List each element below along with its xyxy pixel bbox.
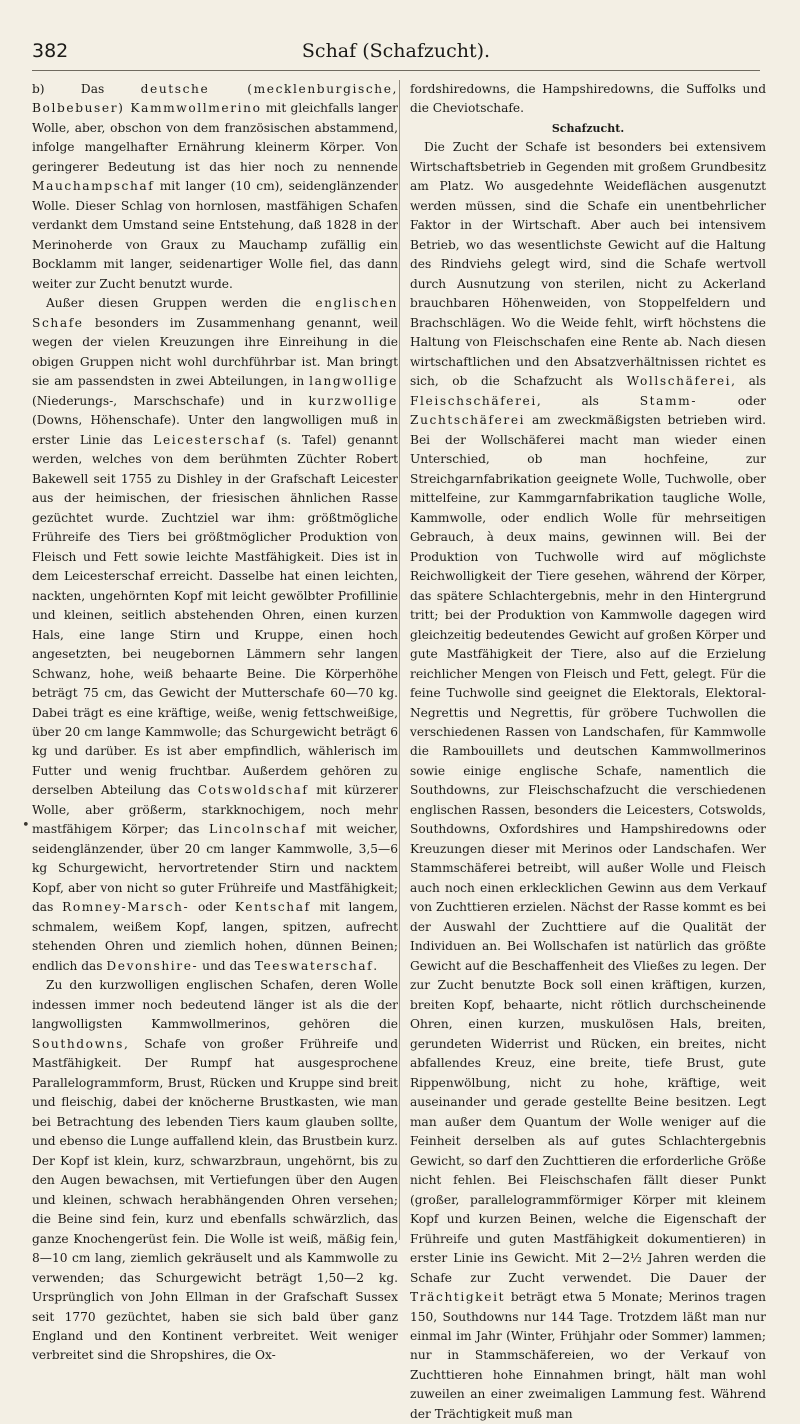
paragraph-mecklenburg-merino: b) Das deutsche (mecklenburgische, Bolbebuser) Kammwollmerino mit gleichfalls langer Wolle, aber, obschon von dem französischen abstammend, infolge mangelhafter Ernährung kleinerm Körper. Von geringerer Bedeutung ist das hier noch zu nennende Mauchampschaf mit langer (10 cm), seidenglänzender Wolle. Dieser Schlag von hornlosen, mastfähigen Schafen verdankt dem Umstand seine Entstehung, daß 1828 in der Merinoherde von Graux zu Mauchamp zufällig ein Bocklamm mit langer, seidenartiger Wolle fiel, das dann weiter zur Zucht benutzt wurde. bbox=[32, 82, 398, 291]
paragraph-continuation: fordshiredowns, die Hampshiredowns, die Suffolks und die Cheviotschafe. bbox=[410, 82, 766, 116]
running-title: Schaf (Schafzucht). bbox=[301, 40, 491, 62]
paragraph-southdowns: Zu den kurzwolligen englischen Schafen, deren Wolle indessen immer noch bedeutend länger ist als die der langwolligsten Kammwollmerinos, gehören die Southdowns, Schafe von großer Frühreife und Mastfähigkeit. Der Rumpf hat ausgesprochene Parallelogrammform, Brust, Rücken und Kruppe sind breit und fleischig, dabei der knöcherne Brustkasten, wie man bei Betrachtung des lebenden Tiers kaum glauben sollte, und ebenso die Lunge auffallend klein, das Brustbein kurz. Der Kopf ist klein, kurz, schwarzbraun, ungehörnt, bis zu den Augen bewachsen, mit Vertiefungen über den Augen und kleinen, schwach herabhängenden Ohren versehen; die Beine sind fein, kurz und ebenfalls schwärzlich, das ganze Knochengerüst fein. Die Wolle ist weiß, mäßig fein, 8—10 cm lang, ziemlich gekräuselt und als Kammwolle zu verwenden; das Schurgewicht beträgt 1,50—2 kg. Ursprünglich von John Ellman in der Grafschaft Sussex seit 1770 gezüchtet, haben sie sich bald über ganz England und den Kontinent verbreitet. Weit weniger verbreitet sind die Shropshires, die Ox- bbox=[32, 978, 398, 1363]
section-heading: Schafzucht. bbox=[551, 121, 625, 135]
page-header bbox=[32, 36, 760, 71]
paragraph-sheep-breeding: Die Zucht der Schafe ist besonders bei extensivem Wirtschaftsbetrieb in Gegenden mit großem Grundbesitz am Platz. Wo ausgedehnte Weideflächen ausgenutzt werden müssen, sind die Schafe ein unentbehrlicher Faktor in der Wirtschaft. Aber auch bei intensivem Betrieb, wo das wesentlichste Gewicht auf die Haltung des Rindviehs gelegt wird, sind die Schafe wertvoll durch Ausnutzung von sterilen, nicht zu Ackerland brauchbaren Höhenweiden, von Stoppelfeldern und Brachschlägen. Wo die Weide fehlt, wirft höchstens die Haltung von Fleischschafen eine Rente ab. Nach diesen wirtschaftlichen und den Absatzverhältnissen richtet es sich, ob die Schafzucht als Wollschäferei, als Fleischschäferei, als Stamm- oder Zuchtschäferei am zweckmäßigsten betrieben wird. Bei der Wollschäferei macht man wieder einen Unterschied, ob man hochfeine, zur Streichgarnfabrikation geeignete Wolle, Tuchwolle, ober mittelfeine, zur Kammgarnfabrikation taugliche Wolle, Kammwolle, oder endlich Wolle für mehrseitigen Gebrauch, à deux mains, gewinnen will. Bei der Produktion von Tuchwolle wird auf möglichste Reichwolligkeit der Tiere gesehen, während der Körper, das spätere Schlachtergebnis, mehr in den Hintergrund tritt; bei der Produktion von Kammwolle dagegen wird gleichzeitig bedeutendes Gewicht auf großen Körper und gute Mastfähigkeit der Tiere, also auf die Erzielung reichlicher Mengen von Fleisch und Fett, gelegt. Für die feine Tuchwolle sind geeignet die Elektorals, Elektoral-Negrettis und Negrettis, für gröbere Tuchwollen die verschiedenen Rassen von Landschafen, für Kammwolle die Rambouillets und deutschen Kammwollmerinos sowie einige englische Schafe, namentlich die Southdowns, zur Fleischschafzucht die verschiedenen englischen Rassen, besonders die Leicesters, Cotswolds, Southdowns, Oxfordshires und Hampshiredowns oder Kreuzungen dieser mit Merinos oder Landschafen. Wer Stammschäferei betreibt, will außer Wolle und Fleisch auch noch einen erklecklichen Gewinn aus dem Verkauf von Zuchttieren erzielen. Nächst der Rasse kommt es bei der Auswahl der Zuchttiere auf die Qualität der Individuen an. Bei Wollschafen ist natürlich das größte Gewicht auf die Beschaffenheit des Vließes zu legen. Der zur Zucht benutzte Bock soll einen kräftigen, kurzen, breiten Kopf, behaarte, nicht rötlich durchscheinende Ohren, einen kurzen, muskulösen Hals, breiten, gerundeten Widerrist und Rücken, ein breites, nicht abfallendes Kreuz, eine breite, tiefe Brust, gute Rippenwölbung, nicht zu hohe, kräftige, weit auseinander und gerade gestellte Beine besitzen. Legt man außer dem Quantum der Wolle weniger auf die Feinheit derselben als auf gutes Schlachtergebnis Gewicht, so darf den Zuchttieren die erforderliche Größe nicht fehlen. Bei Fleischschafen fällt dieser Punkt (großer, parallelogrammförmiger Körper mit kleinem Kopf und kurzen Beinen, welche die Eigenschaft der Frühreife und guten Mastfähigkeit dokumentieren) in erster Linie ins Gewicht. Mit 2—2½ Jahren werden die Schafe zur Zucht verwendet. Die Dauer der Trächtigkeit beträgt etwa 5 Monate; Merinos tragen 150, Southdowns nur 144 Tage. Trotzdem läßt man nur einmal im Jahr (Winter, Frühjahr oder Sommer) lammen; nur in Stammschäfereien, wo der Verkauf von Zuchttieren hohe Einnahmen bringt, hält man wohl zuweilen an einer zweimaligen Lammung fest. Während der Trächtigkeit muß man bbox=[410, 140, 766, 1421]
paragraph-english-sheep: Außer diesen Gruppen werden die englischen Schafe besonders im Zusammenhang genannt, weil wegen der vielen Kreuzungen ihre Einreihung in die obigen Gruppen nicht wohl durchführbar ist. Man bringt sie am passendsten in zwei Abteilungen, in langwollige (Niederungs-, Marschschafe) und in kurzwollige (Downs, Höhenschafe). Unter den langwolligen muß in erster Linie das Leicesterschaf (s. Tafel) genannt werden, welches von dem berühmten Züchter Robert Bakewell seit 1755 zu Dishley in der Grafschaft Leicester aus der heimischen, der friesischen ähnlichen Rasse gezüchtet wurde. Zuchtziel war ihm: größtmögliche Frühreife des Tiers bei größtmöglicher Produktion von Fleisch und Fett sowie leichte Mastfähigkeit. Dies ist in dem Leicesterschaf erreicht. Dasselbe hat einen leichten, nackten, ungehörnten Kopf mit leicht gewölbter Profillinie und kleinen, seitlich abstehenden Ohren, einen kurzen Hals, eine lange Stirn und Kruppe, einen hoch angesetzten, bei neugebornen Lämmern sehr langen Schwanz, hohe, weiß behaarte Beine. Die Körperhöhe beträgt 75 cm, das Gewicht der Mutterschafe 60—70 kg. Dabei trägt es eine kräftige, weiße, wenig fettschweißige, über 20 cm lange Kammwolle; das Schurgewicht beträgt 6 kg und darüber. Es ist aber empfindlich, wählerisch im Futter und wenig fruchtbar. Außerdem gehören zu derselben Abteilung das Cotswoldschaf mit kürzerer Wolle, aber größerm, starkknochigem, noch mehr mastfähigem Körper; das Lincolnschaf mit weicher, seidenglänzender, über 20 cm langer Kammwolle, 3,5—6 kg Schurgewicht, hervortretender Stirn und nacktem Kopf, aber von nicht so guter Frühreife und Mastfähigkeit; das Romney-Marsch- oder Kentschaf mit langem, schmalem, weißem Kopf, langen, spitzen, aufrecht stehenden Ohren und ziemlich hohen, dünnen Beinen; endlich das Devonshire- und das Teeswaterschaf. bbox=[32, 296, 399, 973]
left-column bbox=[32, 80, 398, 1366]
page-number: 382 bbox=[32, 40, 69, 62]
column-divider bbox=[399, 80, 400, 1240]
right-column bbox=[410, 80, 766, 1424]
margin-mark: • bbox=[22, 818, 30, 833]
